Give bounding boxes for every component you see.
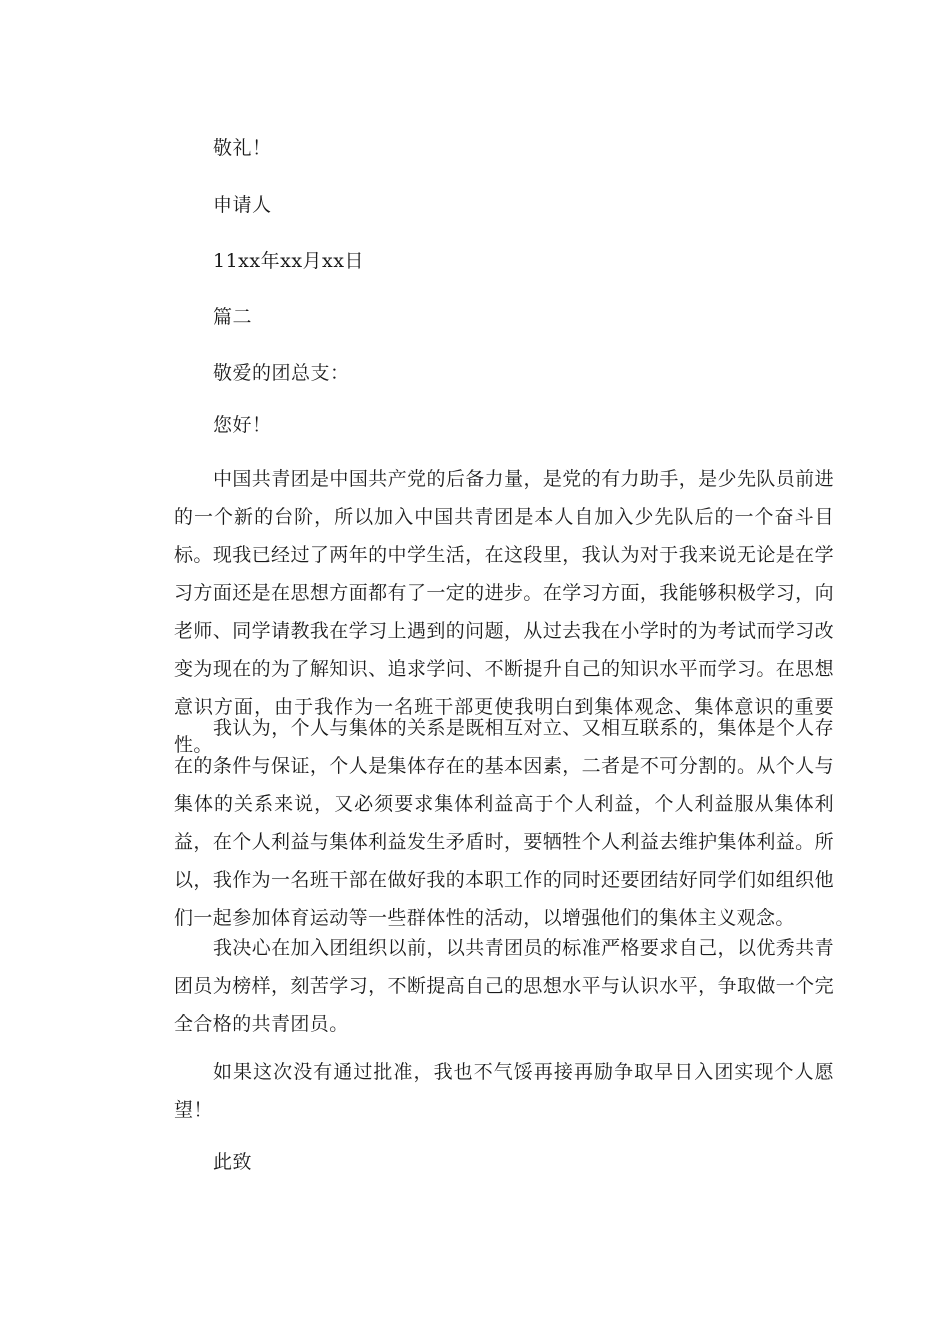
- body-paragraph-1: 中国共青团是中国共产党的后备力量，是党的有力助手，是少先队员前进的一个新的台阶，所以加入中国共青团是本人自加入少先队后的一个奋斗目标。现我已经过了两年的中学生活，在这段里，我认为对于我来说无论是在学习方面还是在思想方面都有了一定的进步。在学习方面，我能够积极学习，向老师、同学请教我在学习上遇到的问题，从过去我在小学时的为考试而学习改变为现在的为了解知识、追求学问、不断提升自己的知识水平而学习。在思想意识方面，由于我作为一名班干部更使我明白到集体观念、集体意识的重要性。: [174, 468, 834, 756]
- addressee: 敬爱的团总支：: [213, 362, 350, 384]
- body-paragraph-2: 我认为，个人与集体的关系是既相互对立、又相互联系的，集体是个人存在的条件与保证，个人是集体存在的基本因素，二者是不可分割的。从个人与集体的关系来说，又必须要求集体利益高于个人利益，个人利益服从集体利益，在个人利益与集体利益发生矛盾时，要牺牲个人利益去维护集体利益。所以，我作为一名班干部在做好我的本职工作的同时还要团结好同学们如组织他们一起参加体育运动等一些群体性的活动，以增强他们的集体主义观念。: [174, 717, 834, 929]
- greeting: 您好！: [213, 414, 272, 436]
- body-paragraph-4: 如果这次没有通过批准，我也不气馁再接再励争取早日入团实现个人愿望！: [174, 1061, 834, 1121]
- closing-salute: 敬礼！: [213, 137, 272, 159]
- body-paragraph-3: 我决心在加入团组织以前，以共青团员的标准严格要求自己，以优秀共青团员为榜样，刻苦学习，不断提高自己的思想水平与认识水平，争取做一个完全合格的共青团员。: [174, 937, 834, 1035]
- closing-line: 此致: [213, 1151, 253, 1173]
- section-title: 篇二: [213, 306, 253, 328]
- applicant-label: 申请人: [213, 194, 272, 216]
- date-line: 11xx年xx月xx日: [213, 250, 364, 272]
